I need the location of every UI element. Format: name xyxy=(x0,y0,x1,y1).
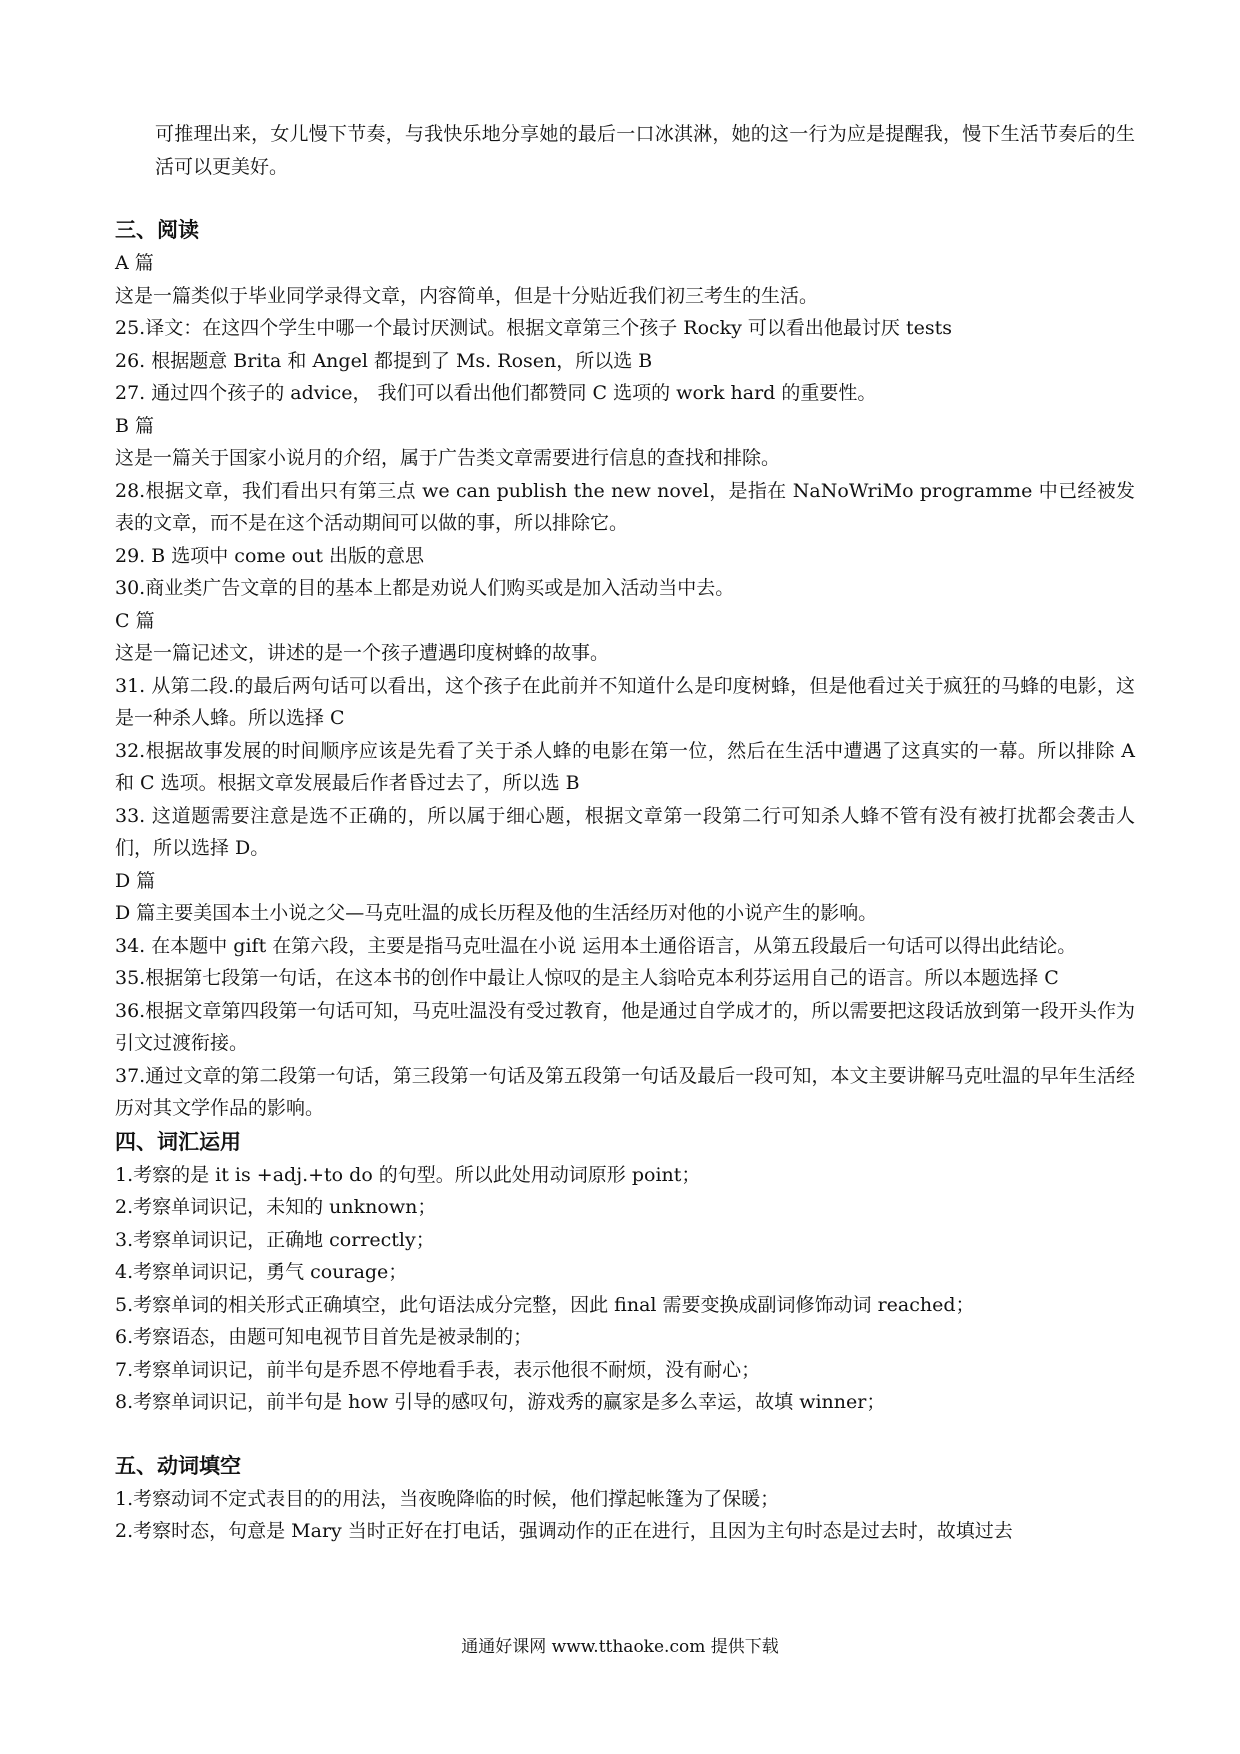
answer-item-26: 26. 根据题意 Brita 和 Angel 都提到了 Ms. Rosen，所以选 B xyxy=(115,349,653,372)
section-title-reading: 三、阅读 xyxy=(115,218,199,242)
vocab-item-7: 7.考察单词识记，前半句是乔恩不停地看手表，表示他很不耐烦，没有耐心； xyxy=(115,1358,761,1381)
vocab-item-6: 6.考察语态，由题可知电视节目首先是被录制的； xyxy=(115,1326,533,1348)
vocab-item-1: 1.考察的是 it is +adj.+to do 的句型。所以此处用动词原形 point； xyxy=(115,1163,701,1186)
answer-item-28: 28.根据文章，我们看出只有第三点 we can publish the new novel，是指在 NaNoWriMo programme 中已经被发表的文章，而不是在这个活动期间可以做的事，所以排除它。 xyxy=(115,479,1135,534)
vocab-item-3: 3.考察单词识记，正确地 correctly； xyxy=(115,1228,435,1251)
verb-item-2: 2.考察时态，句意是 Mary 当时正好在打电话，强调动作的正在进行，且因为主句时态是过去时，故填过去 xyxy=(115,1520,1013,1542)
answer-item-32: 32.根据故事发展的时间顺序应该是先看了关于杀人蜂的电影在第一位，然后在生活中遭遇了这真实的一幕。所以排除 A 和 C 选项。根据文章发展最后作者昏过去了，所以选 B xyxy=(115,739,1135,794)
part-summary-b: 这是一篇关于国家小说月的介绍，属于广告类文章需要进行信息的查找和排除。 xyxy=(115,447,781,469)
answer-item-29: 29. B 选项中 come out 出版的意思 xyxy=(115,544,425,567)
part-label-b: B 篇 xyxy=(115,414,155,437)
vocab-item-5: 5.考察单词的相关形式正确填空，此句语法成分完整，因此 final 需要变换成副词修饰动词 reached； xyxy=(115,1293,975,1316)
part-label-a: A 篇 xyxy=(115,252,154,274)
part-summary-c: 这是一篇记述文，讲述的是一个孩子遭遇印度树蜂的故事。 xyxy=(115,642,610,664)
spacer xyxy=(115,183,1135,213)
part-label-c: C 篇 xyxy=(115,609,155,632)
answer-item-25: 25.译文：在这四个学生中哪一个最讨厌测试。根据文章第三个孩子 Rocky 可以看出他最讨厌 tests xyxy=(115,317,952,339)
spacer xyxy=(115,1419,1135,1449)
part-summary-d: D 篇主要美国本土小说之父—马克吐温的成长历程及他的生活经历对他的小说产生的影响。 xyxy=(115,902,878,924)
answer-item-33: 33. 这道题需要注意是选不正确的，所以属于细心题，根据文章第一段第二行可知杀人蜂不管有没有被打扰都会袭击人们，所以选择 D。 xyxy=(115,804,1135,859)
page-footer: 通通好课网 www.tthaoke.com 提供下载 xyxy=(461,1637,779,1657)
answer-item-35: 35.根据第七段第一句话，在这本书的创作中最让人惊叹的是主人翁哈克本利芬运用自己的语言。所以本题选择 C xyxy=(115,967,1059,989)
answer-item-34: 34. 在本题中 gift 在第六段，主要是指马克吐温在小说 运用本土通俗语言，从第五段最后一句话可以得出此结论。 xyxy=(115,934,1077,957)
vocab-item-8: 8.考察单词识记，前半句是 how 引导的感叹句，游戏秀的赢家是多么幸运，故填 winner； xyxy=(115,1391,886,1413)
section-title-verb-fill: 五、动词填空 xyxy=(115,1453,241,1478)
part-label-d: D 篇 xyxy=(115,869,156,892)
answer-item-37: 37.通过文章的第二段第一句话，第三段第一句话及第五段第一句话及最后一段可知，本文主要讲解马克吐温的早年生活经历对其文学作品的影响。 xyxy=(115,1064,1135,1119)
vocab-item-2: 2.考察单词识记，未知的 unknown； xyxy=(115,1196,437,1218)
section-title-vocabulary: 四、词汇运用 xyxy=(115,1129,241,1154)
vocab-item-4: 4.考察单词识记，勇气 courage； xyxy=(115,1261,408,1283)
intro-paragraph: 可推理出来，女儿慢下节奏，与我快乐地分享她的最后一口冰淇淋，她的这一行为应是提醒我，慢下生活节奏后的生活可以更美好。 xyxy=(155,123,1135,178)
part-summary-a: 这是一篇类似于毕业同学录得文章，内容简单，但是十分贴近我们初三考生的生活。 xyxy=(115,284,819,307)
answer-content xyxy=(115,118,1135,1548)
answer-item-27: 27. 通过四个孩子的 advice， 我们可以看出他们都赞同 C 选项的 work hard 的重要性。 xyxy=(115,382,877,404)
answer-item-36: 36.根据文章第四段第一句话可知，马克吐温没有受过教育，他是通过自学成才的，所以需要把这段话放到第一段开头作为引文过渡衔接。 xyxy=(115,999,1135,1054)
verb-item-1: 1.考察动词不定式表目的的用法，当夜晚降临的时候，他们撑起帐篷为了保暖； xyxy=(115,1487,780,1510)
answer-item-30: 30.商业类广告文章的目的基本上都是劝说人们购买或是加入活动当中去。 xyxy=(115,577,735,599)
answer-item-31: 31. 从第二段.的最后两句话可以看出，这个孩子在此前并不知道什么是印度树蜂，但是他看过关于疯狂的马蜂的电影，这是一种杀人蜂。所以选择 C xyxy=(115,674,1135,729)
